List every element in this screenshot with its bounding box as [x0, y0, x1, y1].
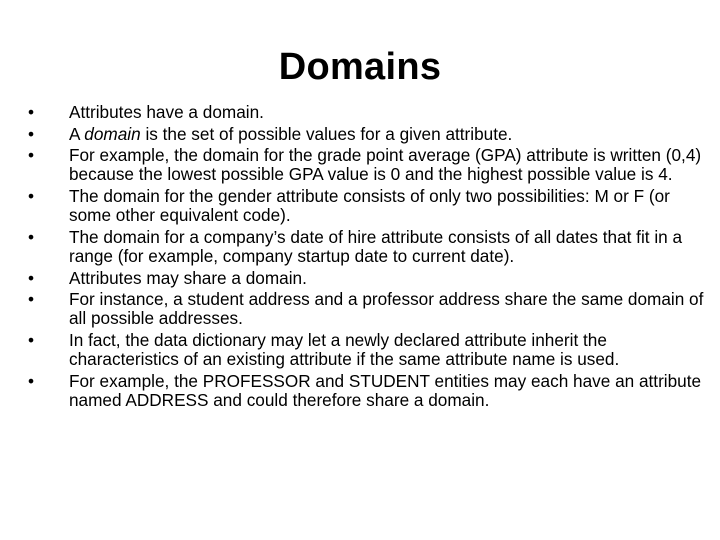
bullet-item: [28, 103, 708, 122]
bullet-item: [28, 269, 708, 288]
bullet-text: For instance, a student address and a professor address share the same domain of all possible addresses.: [69, 289, 704, 329]
bullet-text: In fact, the data dictionary may let a newly declared attribute inherit the characteristics of an existing attribute if the same attribute name is used.: [69, 329, 620, 370]
bullet-marker: •: [28, 123, 35, 144]
bullet-text: For example, the domain for the grade point average (GPA) attribute is written (0,4) because the lowest possible GPA value is 0 and the highest possible value is 4.: [69, 145, 702, 185]
bullet-item: [28, 290, 708, 328]
bullet-marker: •: [28, 145, 35, 166]
bullet-marker: •: [28, 185, 35, 206]
bullet-item: [28, 146, 708, 184]
bullet-item: [28, 228, 708, 266]
bullet-marker: •: [28, 289, 35, 310]
bullet-text: The domain for a company’s date of hire attribute consists of all dates that fit in a range (for example, company startup date to current date).: [69, 226, 683, 266]
bullet-text: The domain for the gender attribute consists of only two possibilities: M or F (or some other equivalent code).: [69, 185, 670, 226]
bullet-item: [28, 125, 708, 144]
emphasized-term: domain: [84, 123, 141, 144]
bullet-item: [28, 372, 708, 410]
bullet-text: Attributes may share a domain.: [69, 267, 307, 288]
bullet-text: Attributes have a domain.: [69, 102, 264, 122]
bullet-text: For example, the PROFESSOR and STUDENT entities may each have an attribute named ADDRESS and could therefore share a domain.: [69, 370, 702, 410]
bullet-marker: •: [28, 226, 35, 247]
bullet-marker: •: [28, 267, 35, 288]
bullet-item: [28, 331, 708, 369]
bullet-item: [28, 187, 708, 225]
bullet-marker: •: [28, 102, 35, 122]
bullet-marker: •: [28, 370, 35, 391]
bullet-marker: •: [28, 329, 35, 350]
bullet-list: [28, 103, 708, 413]
slide-title: Domains: [278, 46, 442, 88]
bullet-text: A domain is the set of possible values for a given attribute.: [69, 123, 513, 144]
